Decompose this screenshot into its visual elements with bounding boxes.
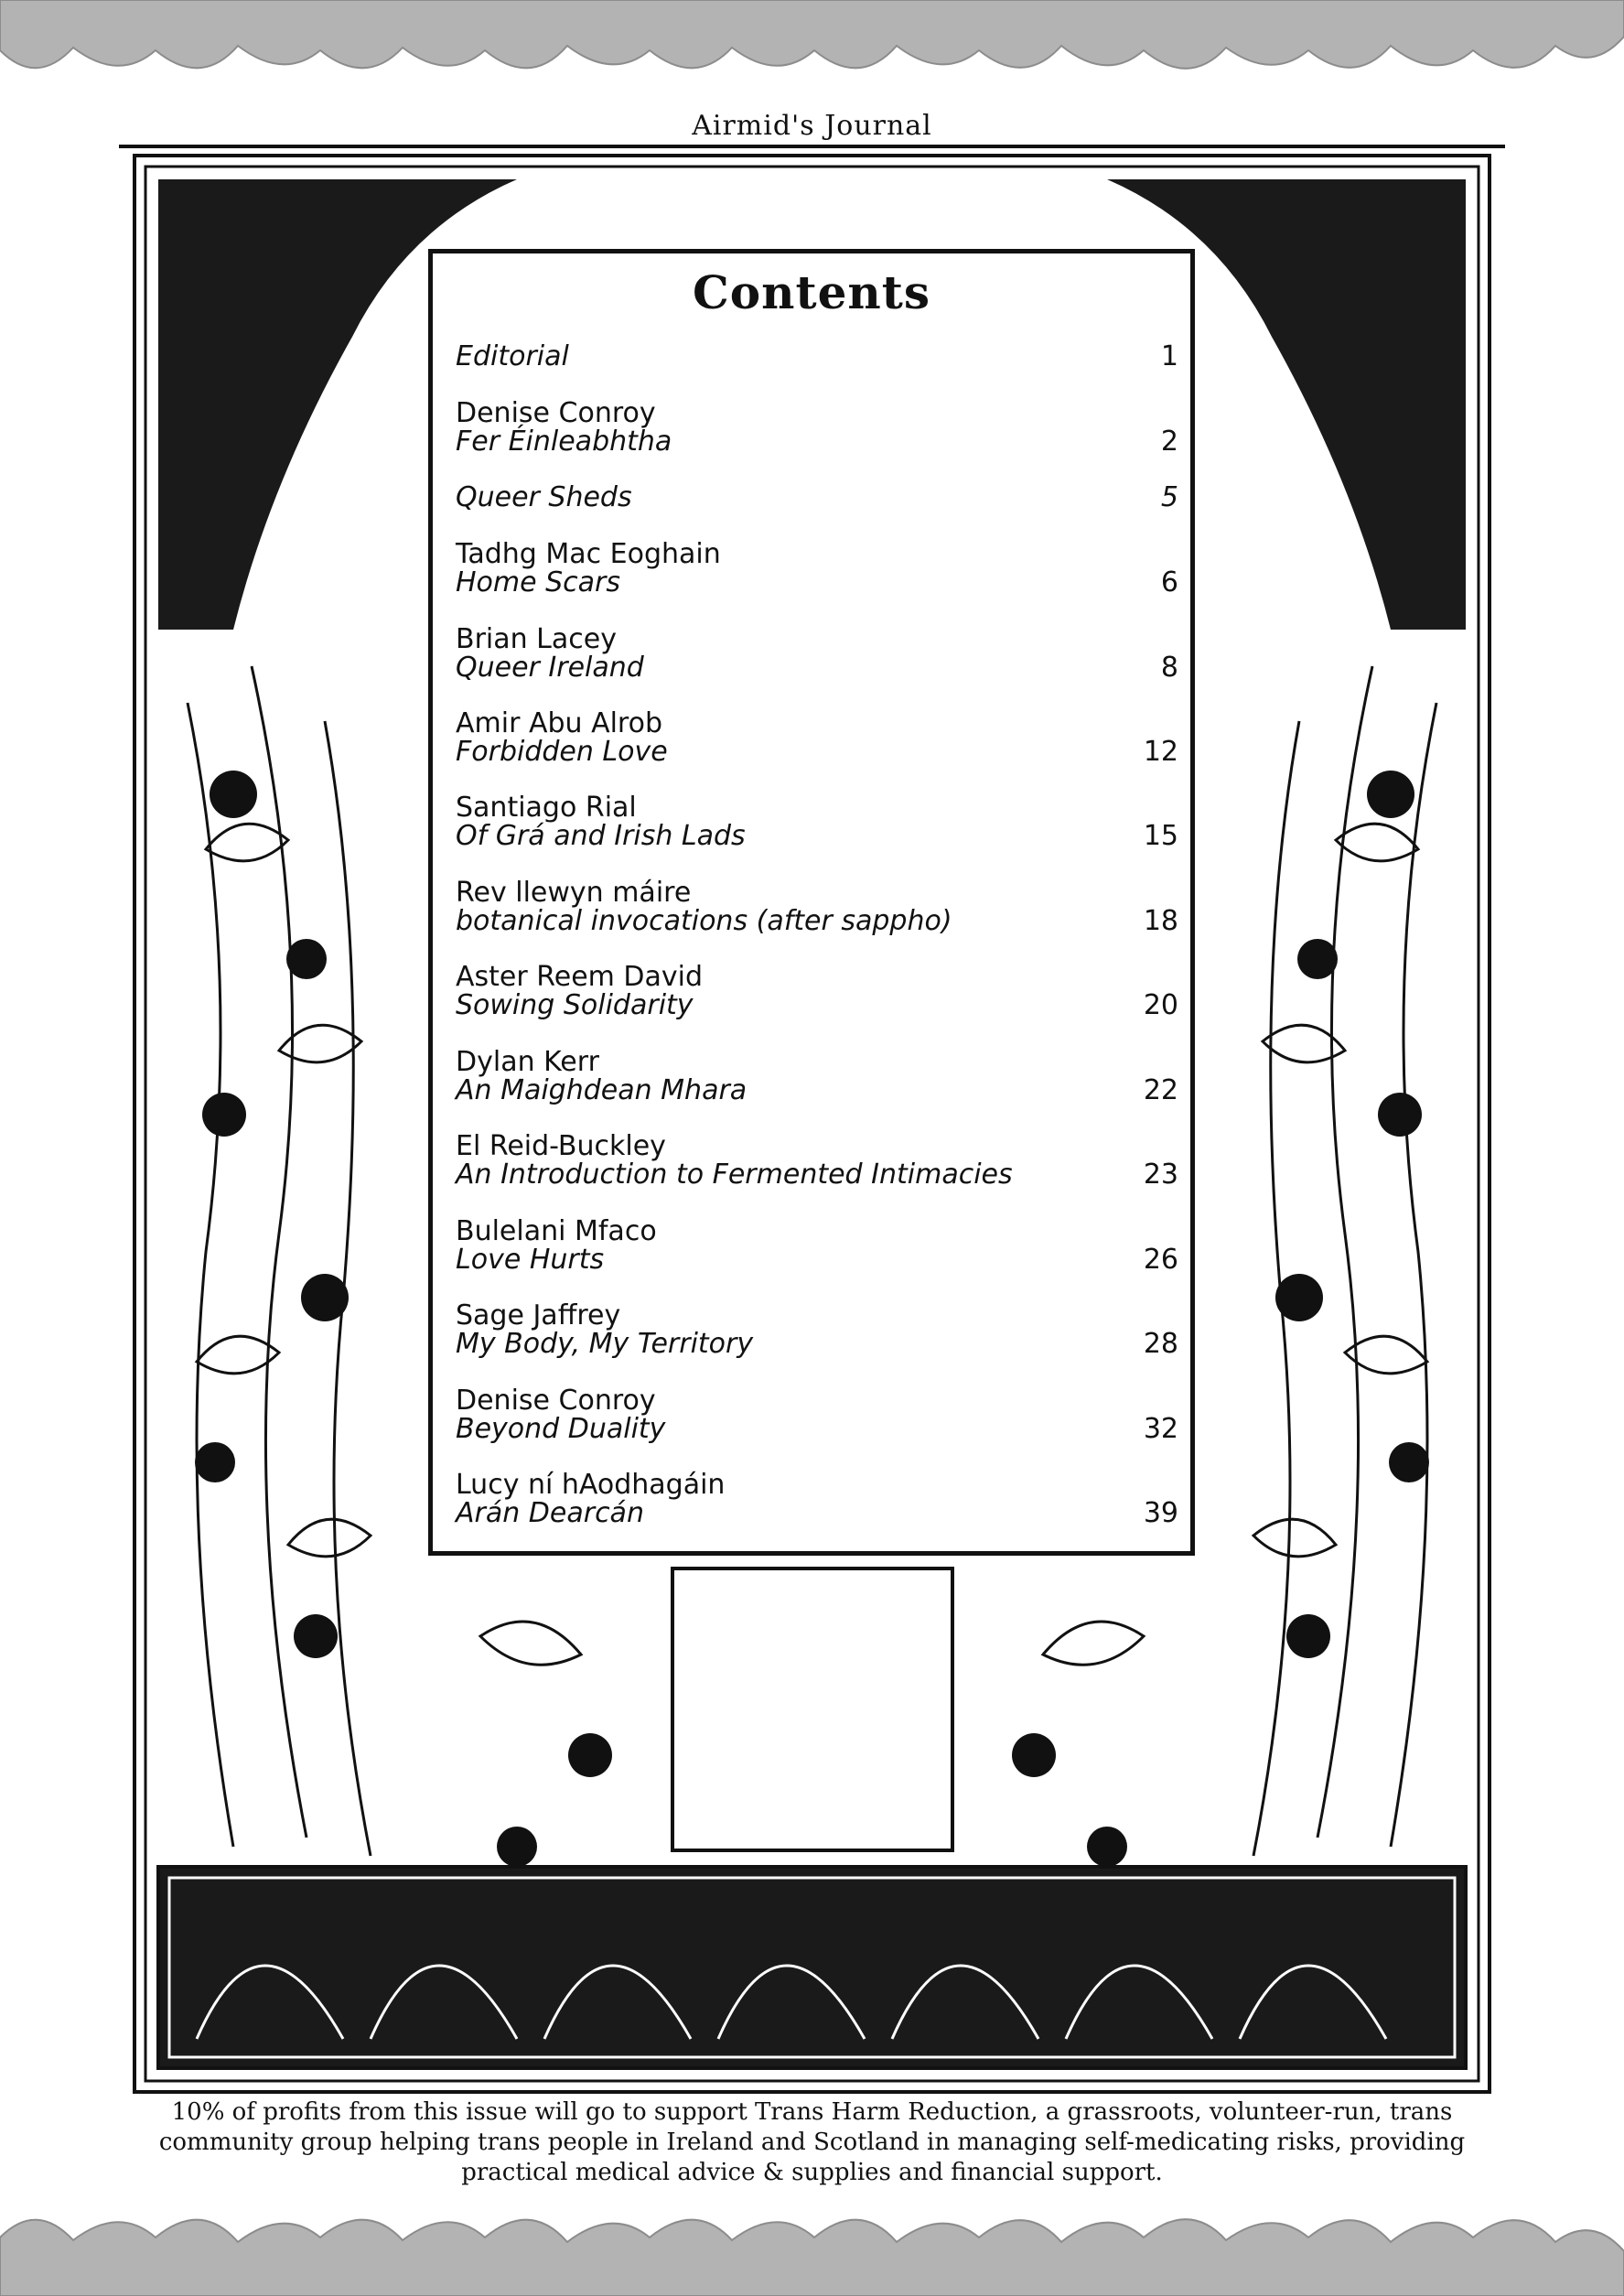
toc-author: Lucy ní hAodhagáin (456, 1469, 726, 1501)
blank-label-box (671, 1567, 954, 1852)
toc-title: Sowing Solidarity (456, 989, 694, 1021)
toc-author: Bulelani Mfaco (456, 1215, 657, 1247)
toc-page: 28 (1143, 1328, 1178, 1360)
journal-title: Airmid's Journal (692, 110, 932, 142)
toc-page: 1 (1160, 340, 1178, 372)
toc-author: Dylan Kerr (456, 1046, 599, 1078)
toc-page: 5 (1160, 481, 1178, 513)
header-rule (119, 145, 1505, 148)
toc-author: Brian Lacey (456, 623, 617, 655)
toc-entry[interactable] (456, 1386, 1178, 1443)
toc-page: 6 (1160, 566, 1178, 598)
toc-entry[interactable] (456, 483, 1178, 512)
toc-page: 15 (1143, 820, 1178, 852)
toc-author: Rev llewyn máire (456, 877, 692, 909)
toc-entry[interactable] (456, 709, 1178, 766)
toc-title: Arán Dearcán (456, 1497, 644, 1529)
toc-entry[interactable] (456, 879, 1178, 935)
toc-title: Fer Éinleabhtha (456, 426, 672, 458)
toc-page: 39 (1143, 1497, 1178, 1529)
toc-entry[interactable] (456, 1048, 1178, 1105)
contents-heading: Contents (692, 265, 930, 319)
toc-title: Queer Sheds (456, 481, 632, 513)
toc-page: 23 (1143, 1159, 1178, 1191)
toc-title: Beyond Duality (456, 1413, 666, 1445)
toc-entry[interactable] (456, 1217, 1178, 1274)
toc-author: Amir Abu Alrob (456, 707, 662, 739)
footer-line-2: community group helping trans people in Ireland and Scotland in managing self-medicating risks, providing (158, 2129, 1466, 2156)
top-floral-border (0, 0, 1624, 92)
toc-page: 2 (1160, 426, 1178, 458)
toc-entry[interactable] (456, 1132, 1178, 1189)
toc-entry[interactable] (456, 963, 1178, 1019)
toc-page: 26 (1143, 1244, 1178, 1276)
toc-author: Sage Jaffrey (456, 1299, 621, 1331)
toc-title: Love Hurts (456, 1244, 605, 1276)
toc-title: Forbidden Love (456, 736, 668, 768)
toc-title: Queer Ireland (456, 652, 644, 684)
toc-page: 22 (1143, 1074, 1178, 1106)
toc-author: Denise Conroy (456, 397, 656, 429)
toc-title: An Maighdean Mhara (456, 1074, 747, 1106)
toc-author: El Reid-Buckley (456, 1130, 666, 1162)
bottom-floral-border (0, 2196, 1624, 2296)
toc-page: 18 (1143, 905, 1178, 937)
toc-entry-editorial[interactable] (456, 342, 1178, 371)
toc-author: Denise Conroy (456, 1385, 656, 1417)
toc-page: 12 (1143, 736, 1178, 768)
footer-line-1: 10% of profits from this issue will go to support Trans Harm Reduction, a grassroots, volunteer-run, trans (171, 2098, 1453, 2126)
footer-line-3: practical medical advice & supplies and financial support. (461, 2159, 1163, 2186)
toc-author: Santiago Rial (456, 792, 637, 824)
toc-title: An Introduction to Fermented Intimacies (456, 1159, 1013, 1191)
toc-page: 32 (1143, 1413, 1178, 1445)
toc-entry[interactable] (456, 399, 1178, 456)
toc-author: Tadhg Mac Eoghain (456, 538, 721, 570)
toc-entry[interactable] (456, 625, 1178, 682)
toc-author: Aster Reem David (456, 961, 704, 993)
footer-note (101, 2097, 1523, 2188)
toc-entry[interactable] (456, 793, 1178, 850)
toc-title: Editorial (456, 340, 569, 372)
toc-title: Of Grá and Irish Lads (456, 820, 746, 852)
toc-entry[interactable] (456, 540, 1178, 597)
toc-entry[interactable] (456, 1471, 1178, 1527)
toc-entry[interactable] (456, 1301, 1178, 1358)
toc-page: 8 (1160, 652, 1178, 684)
toc-page: 20 (1143, 989, 1178, 1021)
toc-title: My Body, My Territory (456, 1328, 754, 1360)
toc-title: Home Scars (456, 566, 621, 598)
toc-title: botanical invocations (after sappho) (456, 905, 952, 937)
